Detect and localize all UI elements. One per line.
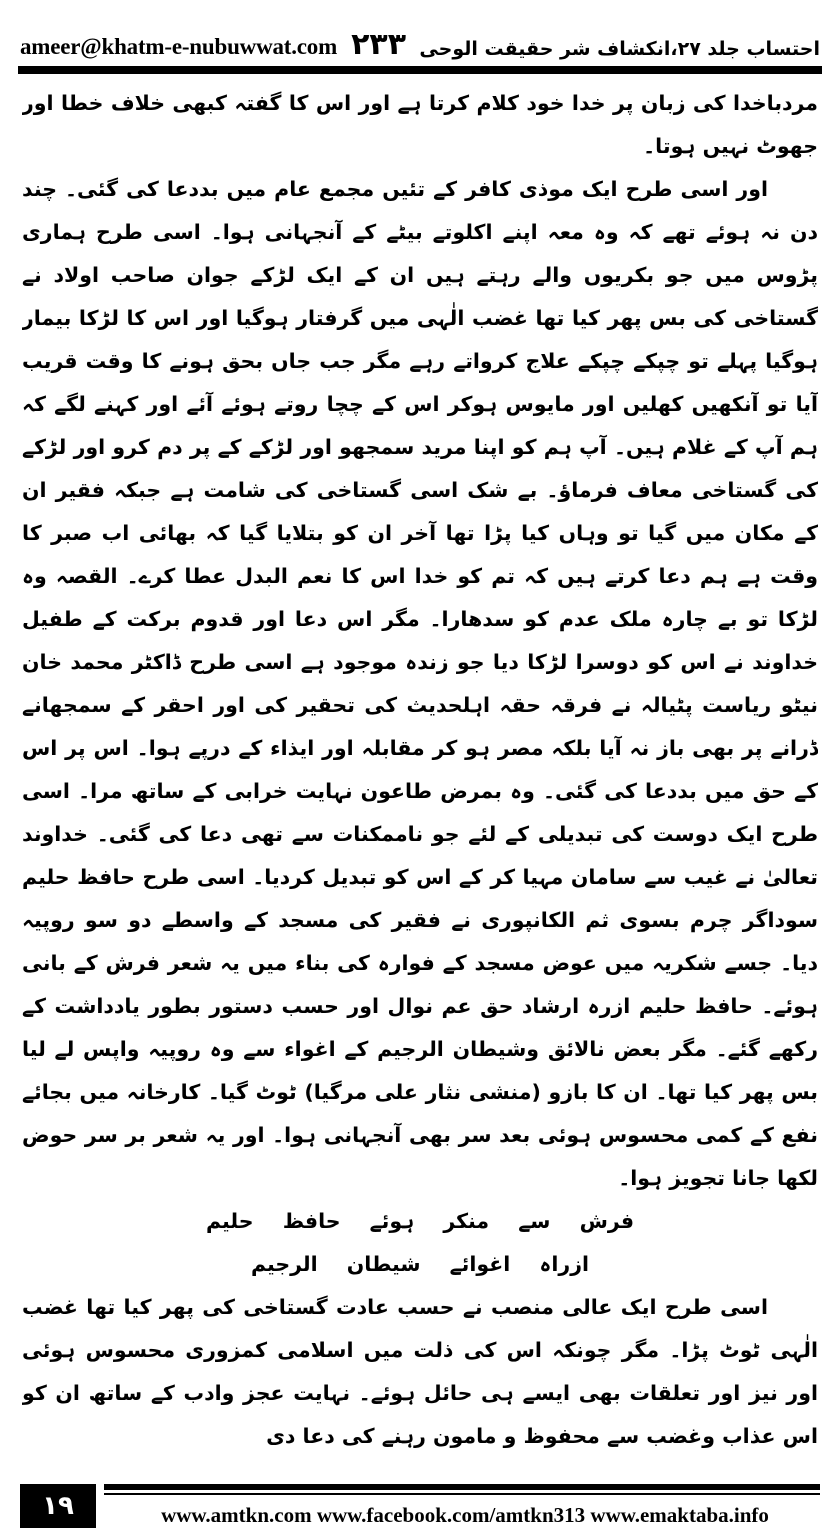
paragraph-2: اور اسی طرح ایک موذی کافر کے تئیں مجمع عام میں بددعا کی گئی۔ چند دن نہ ہوئے تھے کہ وہ معہ اپنے اکلوتے بیٹے کے آنجہانی ہوا۔ اسی طرح ہماری پڑوس میں جو بکریوں والے رہتے ہیں ان کے ایک لڑکے جوان صاحب اولاد نے گستاخی کی بس پھر کیا تھا غضب الٰہی میں گرفتار ہوگیا اور اس کا لڑکا بیمار ہوگیا پہلے تو چپکے چپکے علاج کرواتے رہے مگر جب جاں بحق ہونے کا وقت قریب آیا تو آنکھیں کھلیں اور مایوس ہوکر اس کے چچا روتے ہوئے آئے اور کہنے لگے کہ ہم آپ کے غلام ہیں۔ آپ ہم کو اپنا مرید سمجھو اور لڑکے کے پر دم کرو اور لڑکے کی گستاخی معاف فرماؤ۔ بے شک اسی گستاخی کی شامت ہے جبکہ فقیر ان کے مکان میں گیا تو وہاں کیا پڑا تھا آخر ان کو بتلایا گیا کہ بھائی اب صبر کا وقت ہے ہم دعا کرتے ہیں کہ تم کو خدا اس کا نعم البدل عطا کرے۔ القصہ وہ لڑکا تو بے چارہ ملک عدم کو سدھارا۔ مگر اس دعا اور قدوم برکت کے طفیل خداوند نے اس کو دوسرا لڑکا دیا جو زندہ موجود ہے اسی طرح ڈاکٹر محمد خان نیٹو ریاست پٹیالہ نے فرقہ حقہ اہلحدیث کی تحقیر کی اور احقر کے سمجھانے ڈرانے پر بھی باز نہ آیا بلکہ مصر ہو کر مقابلہ اور ایذاء کے درپے ہوا۔ اس پر اس کے حق میں بددعا کی گئی۔ وہ بمرض طاعون نہایت خرابی کے ساتھ مرا۔ اسی طرح ایک دوست کی تبدیلی کے لئے جو ناممکنات سے تھی دعا کی گئی۔ خداوند تعالیٰ نے غیب سے سامان مہیا کر کے اس کو تبدیل کردیا۔ اسی طرح حافظ حلیم سوداگر چرم بسوی ثم الکانپوری نے فقیر کی مسجد کے واسطے دو سو روپیہ دیا۔ جسے شکریہ میں عوض مسجد کے فوارہ کی بناء میں یہ شعر فرش کے بانی ہوئے۔ حافظ حلیم ازرہ ارشاد حق عم نوال اور حسب دستور بطور یادداشت کے رکھے گئے۔ مگر بعض نالائق وشیطان الرجیم کے اغواء سے وہ روپیہ واپس لے لیا بس پھر کیا تھا۔ ان کا بازو (منشی نثار علی مرگیا) ٹوٹ گیا۔ کارخانہ میں بجائے نفع کے کمی محسوس ہوئی بعد سر بھی آنجہانی ہوا۔ اور یہ شعر بر سر حوض لکھا جانا تجویز ہوا۔ — [22, 177, 818, 1190]
footer-rule — [104, 1484, 820, 1490]
paragraph-3: اسی طرح ایک عالی منصب نے حسب عادت گستاخی کی پھر کیا تھا غضب الٰہی ٹوٹ پڑا۔ مگر چونکہ اس کی ذلت میں اسلامی کمزوری محسوس ہوئی اور نیز اور تعلقات بھی ایسے ہی حائل ہوئے۔ نہایت عجز وادب کے ساتھ ان کو اس عذاب وغضب سے محفوظ و مامون رہنے کی دعا دی — [22, 1295, 818, 1448]
header-left — [20, 27, 407, 62]
header-page-number: ۲۳۳ — [351, 27, 407, 62]
footer-links[interactable]: www.amtkn.com www.facebook.com/amtkn313 www.emaktaba.info — [161, 1503, 769, 1527]
footer-links-area — [96, 1484, 820, 1528]
footer-rule-thin — [104, 1493, 820, 1495]
verse-line-1: فرش سے منکر ہوئے حافظ حلیم — [205, 1209, 635, 1233]
page-header — [20, 12, 820, 60]
paragraph-1: مردباخدا کی زبان پر خدا خود کلام کرتا ہے اور اس کا گفتہ کبھی خلاف خطا اور جھوٹ نہیں ہوتا۔ — [22, 91, 818, 158]
header-rule — [18, 66, 822, 74]
header-email[interactable]: ameer@khatm-e-nubuwwat.com — [20, 34, 338, 59]
page-footer — [20, 1484, 820, 1528]
footer-page-number: ۱۹ — [20, 1484, 96, 1528]
page-body — [22, 82, 818, 1448]
verse-line-2: ازراہ اغوائے شیطان الرجیم — [250, 1252, 590, 1276]
header-book-title: احتساب جلد ۲۷،انکشاف شر حقیقت الوحی — [419, 38, 820, 60]
